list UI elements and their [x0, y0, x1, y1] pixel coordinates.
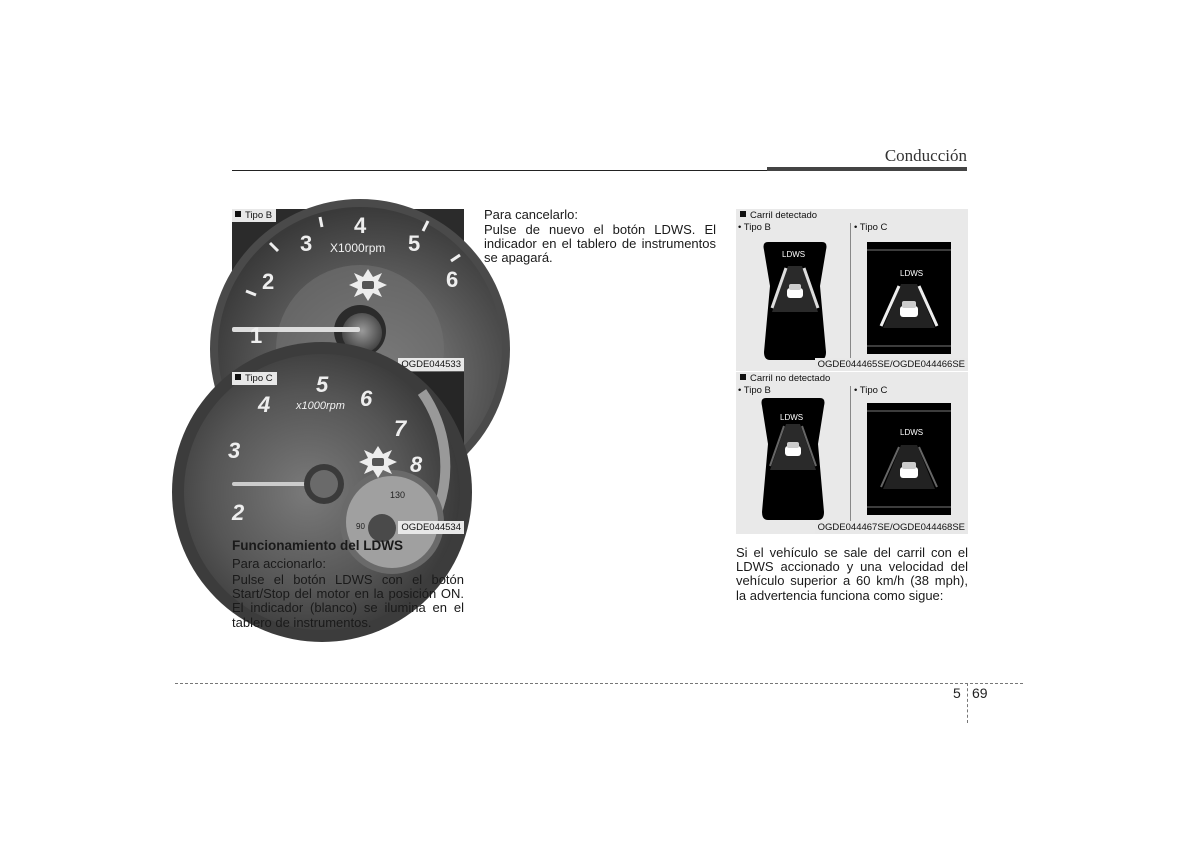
- figure-lane-detected: [736, 209, 968, 371]
- speed-label: 90: [356, 522, 365, 531]
- subfigure-label: • Tipo C: [854, 222, 888, 233]
- subfigure-label: • Tipo B: [738, 222, 771, 233]
- ldws-screen-tipo-c: [867, 403, 951, 515]
- car-icon: [785, 442, 801, 456]
- section-heading: Funcionamiento del LDWS: [232, 538, 403, 553]
- footer-divider: [967, 683, 968, 723]
- figure-title: Carril detectado: [740, 210, 817, 221]
- ldws-screen-tipo-c: [867, 242, 951, 354]
- ldws-warning-icon: [349, 269, 387, 301]
- gauge-number: 2: [232, 500, 245, 525]
- ldws-warning-icon: [359, 446, 397, 478]
- gauge-number: 1: [250, 323, 263, 348]
- gauge-number: 6: [446, 267, 459, 292]
- figure-code: OGDE044465SE/OGDE044466SE: [815, 358, 968, 371]
- ldws-label: LDWS: [782, 250, 806, 259]
- subfigure-label: • Tipo B: [738, 385, 771, 396]
- speed-label: 130: [390, 490, 406, 500]
- figure-title: Carril no detectado: [740, 373, 830, 384]
- page-number: 69: [972, 685, 988, 701]
- paragraph-subheading: Para accionarlo:: [232, 556, 326, 571]
- car-icon: [900, 301, 918, 317]
- figure-divider: [850, 223, 851, 360]
- gauge-unit-label: X1000rpm: [330, 241, 386, 255]
- gauge-unit-label: x1000rpm: [296, 400, 345, 412]
- paragraph-body: Pulse el botón LDWS con el botón Start/Stop del motor en la posición ON. El indicador (blanco) se ilumina en el tablero de instrumentos.: [232, 572, 464, 630]
- section-title: Conducción: [884, 146, 967, 165]
- bullet-square-icon: [235, 374, 241, 380]
- figure-tag: Tipo B: [232, 209, 276, 222]
- paragraph-body: Si el vehículo se sale del carril con el LDWS accionado y una velocidad del vehículo superior a 60 km/h (38 mph), la advertencia funciona como sigue:: [736, 545, 968, 603]
- paragraph-subheading: Para cancelarlo:: [484, 207, 578, 222]
- figure-code: OGDE044467SE/OGDE044468SE: [815, 521, 968, 534]
- gauge-number: 3: [228, 438, 241, 463]
- paragraph-body: Pulse de nuevo el botón LDWS. El indicador en el tablero de instrumentos se apagará.: [484, 222, 716, 266]
- figure-divider: [850, 386, 851, 523]
- figure-lane-not-detected: [736, 372, 968, 534]
- bullet-square-icon: [740, 374, 746, 380]
- gauge-number: 5: [408, 231, 421, 256]
- ldws-label: LDWS: [780, 413, 804, 422]
- footer-rule: [175, 683, 1023, 684]
- header-rule-accent: [767, 167, 967, 171]
- ldws-label: LDWS: [900, 428, 924, 437]
- figure-code: OGDE044534: [398, 521, 464, 534]
- gauge-number: 3: [300, 231, 313, 256]
- figure-code: OGDE044533: [398, 358, 464, 371]
- gauge-number: 6: [360, 386, 373, 411]
- gauge-number: 2: [262, 269, 275, 294]
- bullet-square-icon: [235, 211, 241, 217]
- ldws-screen-tipo-b: [762, 242, 828, 362]
- bullet-square-icon: [740, 211, 746, 217]
- figure-tag: Tipo C: [232, 372, 277, 385]
- car-icon: [787, 284, 803, 298]
- gauge-number: 4: [354, 213, 367, 238]
- gauge-number: 8: [410, 452, 423, 477]
- subfigure-label: • Tipo C: [854, 385, 888, 396]
- gauge-number: 7: [394, 416, 407, 441]
- gauge-number: 5: [316, 372, 329, 397]
- gauge-number: 4: [258, 392, 271, 417]
- figure-gauge-tipo-c: [228, 372, 464, 534]
- ldws-label: LDWS: [900, 269, 924, 278]
- car-icon: [900, 462, 918, 478]
- chapter-number: 5: [953, 685, 961, 701]
